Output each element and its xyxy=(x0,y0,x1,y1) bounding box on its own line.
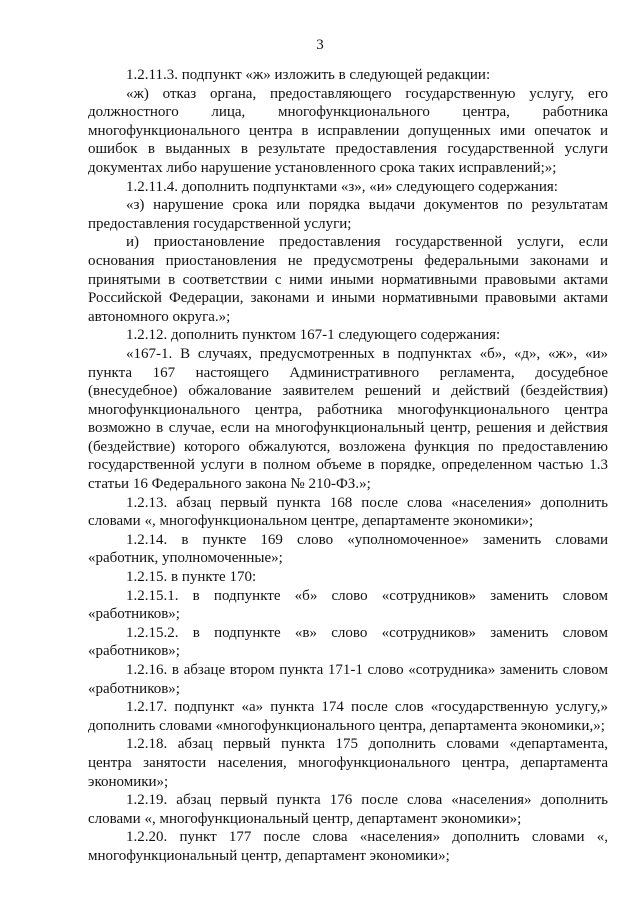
paragraph-167-1: «167-1. В случаях, предусмотренных в подпунктах «б», «д», «ж», «и» пункта 167 настоящего Административного регламента, досудебное (внесудебное) обжалование заявителем решений и действий (бездействия) многофункционального центра, работника многофункционального центра возможно в случае, если на многофункциональный центр, решения и действия (бездействие) которого обжалуются, возложена функция по предоставлению государственной услуги в полном объеме в порядке, определенном частью 1.3 статьи 16 Федерального закона № 210-ФЗ.»; xyxy=(88,345,608,493)
paragraph-subpoint-z: «з) нарушение срока или порядка выдачи документов по результатам предоставления государственной услуги; xyxy=(88,197,608,232)
paragraph-1-2-11-4: 1.2.11.4. дополнить подпунктами «з», «и» следующего содержания: xyxy=(126,178,558,195)
paragraph-1-2-17: 1.2.17. подпункт «а» пункта 174 после слов «государственную услугу,» дополнить словами «многофункционального центра, департамента экономики,»; xyxy=(88,699,608,734)
document-body xyxy=(88,66,608,866)
paragraph-1-2-13: 1.2.13. абзац первый пункта 168 после слова «населения» дополнить словами «, многофункциональном центре, департаменте экономики»; xyxy=(88,494,608,530)
page-number: 3 xyxy=(316,37,324,53)
paragraph-1-2-12: 1.2.12. дополнить пунктом 167-1 следующего содержания: xyxy=(126,327,501,344)
paragraph-1-2-19: 1.2.19. абзац первый пункта 176 после слова «населения» дополнить словами «, многофункциональный центр, департамент экономики»; xyxy=(88,792,608,827)
paragraph-1-2-15-1: 1.2.15.1. в подпункте «б» слово «сотрудников» заменить словом «работников»; xyxy=(88,587,608,623)
paragraph-1-2-16: 1.2.16. в абзаце втором пункта 171-1 слово «сотрудника» заменить словом «работников»; xyxy=(88,662,608,697)
paragraph-subpoint-i: и) приостановление предоставления государственной услуги, если основания приостановления не предусмотрены федеральными законами и принятыми в соответствии с ними иными нормативными правовыми актами Российской Федерации, законами и иными нормативными правовыми актами автономного округа.»; xyxy=(88,234,608,325)
paragraph-1-2-18: 1.2.18. абзац первый пункта 175 дополнить словами «департамента, центра занятости населения, многофункционального центра, департамента экономики»; xyxy=(88,736,608,790)
paragraph-subpoint-zh: «ж) отказ органа, предоставляющего государственную услугу, его должностного лица, многофункционального центра, работника многофункционального центра в исправлении допущенных ими опечаток и ошибок в выданных в результате предоставления государственной услуги документах либо нарушение установленного срока таких исправлений;»; xyxy=(88,85,608,176)
paragraph-1-2-15: 1.2.15. в пункте 170: xyxy=(126,569,257,586)
paragraph-1-2-11-3: 1.2.11.3. подпункт «ж» изложить в следующей редакции: xyxy=(126,67,491,83)
paragraph-1-2-14: 1.2.14. в пункте 169 слово «уполномоченное» заменить словами «работник, уполномоченные»; xyxy=(88,531,608,567)
paragraph-1-2-20: 1.2.20. пункт 177 после слова «населения» дополнить словами «, многофункциональный центр, департамент экономики»; xyxy=(88,829,608,864)
paragraph-1-2-15-2: 1.2.15.2. в подпункте «в» слово «сотрудников» заменить словом «работников»; xyxy=(88,624,608,660)
